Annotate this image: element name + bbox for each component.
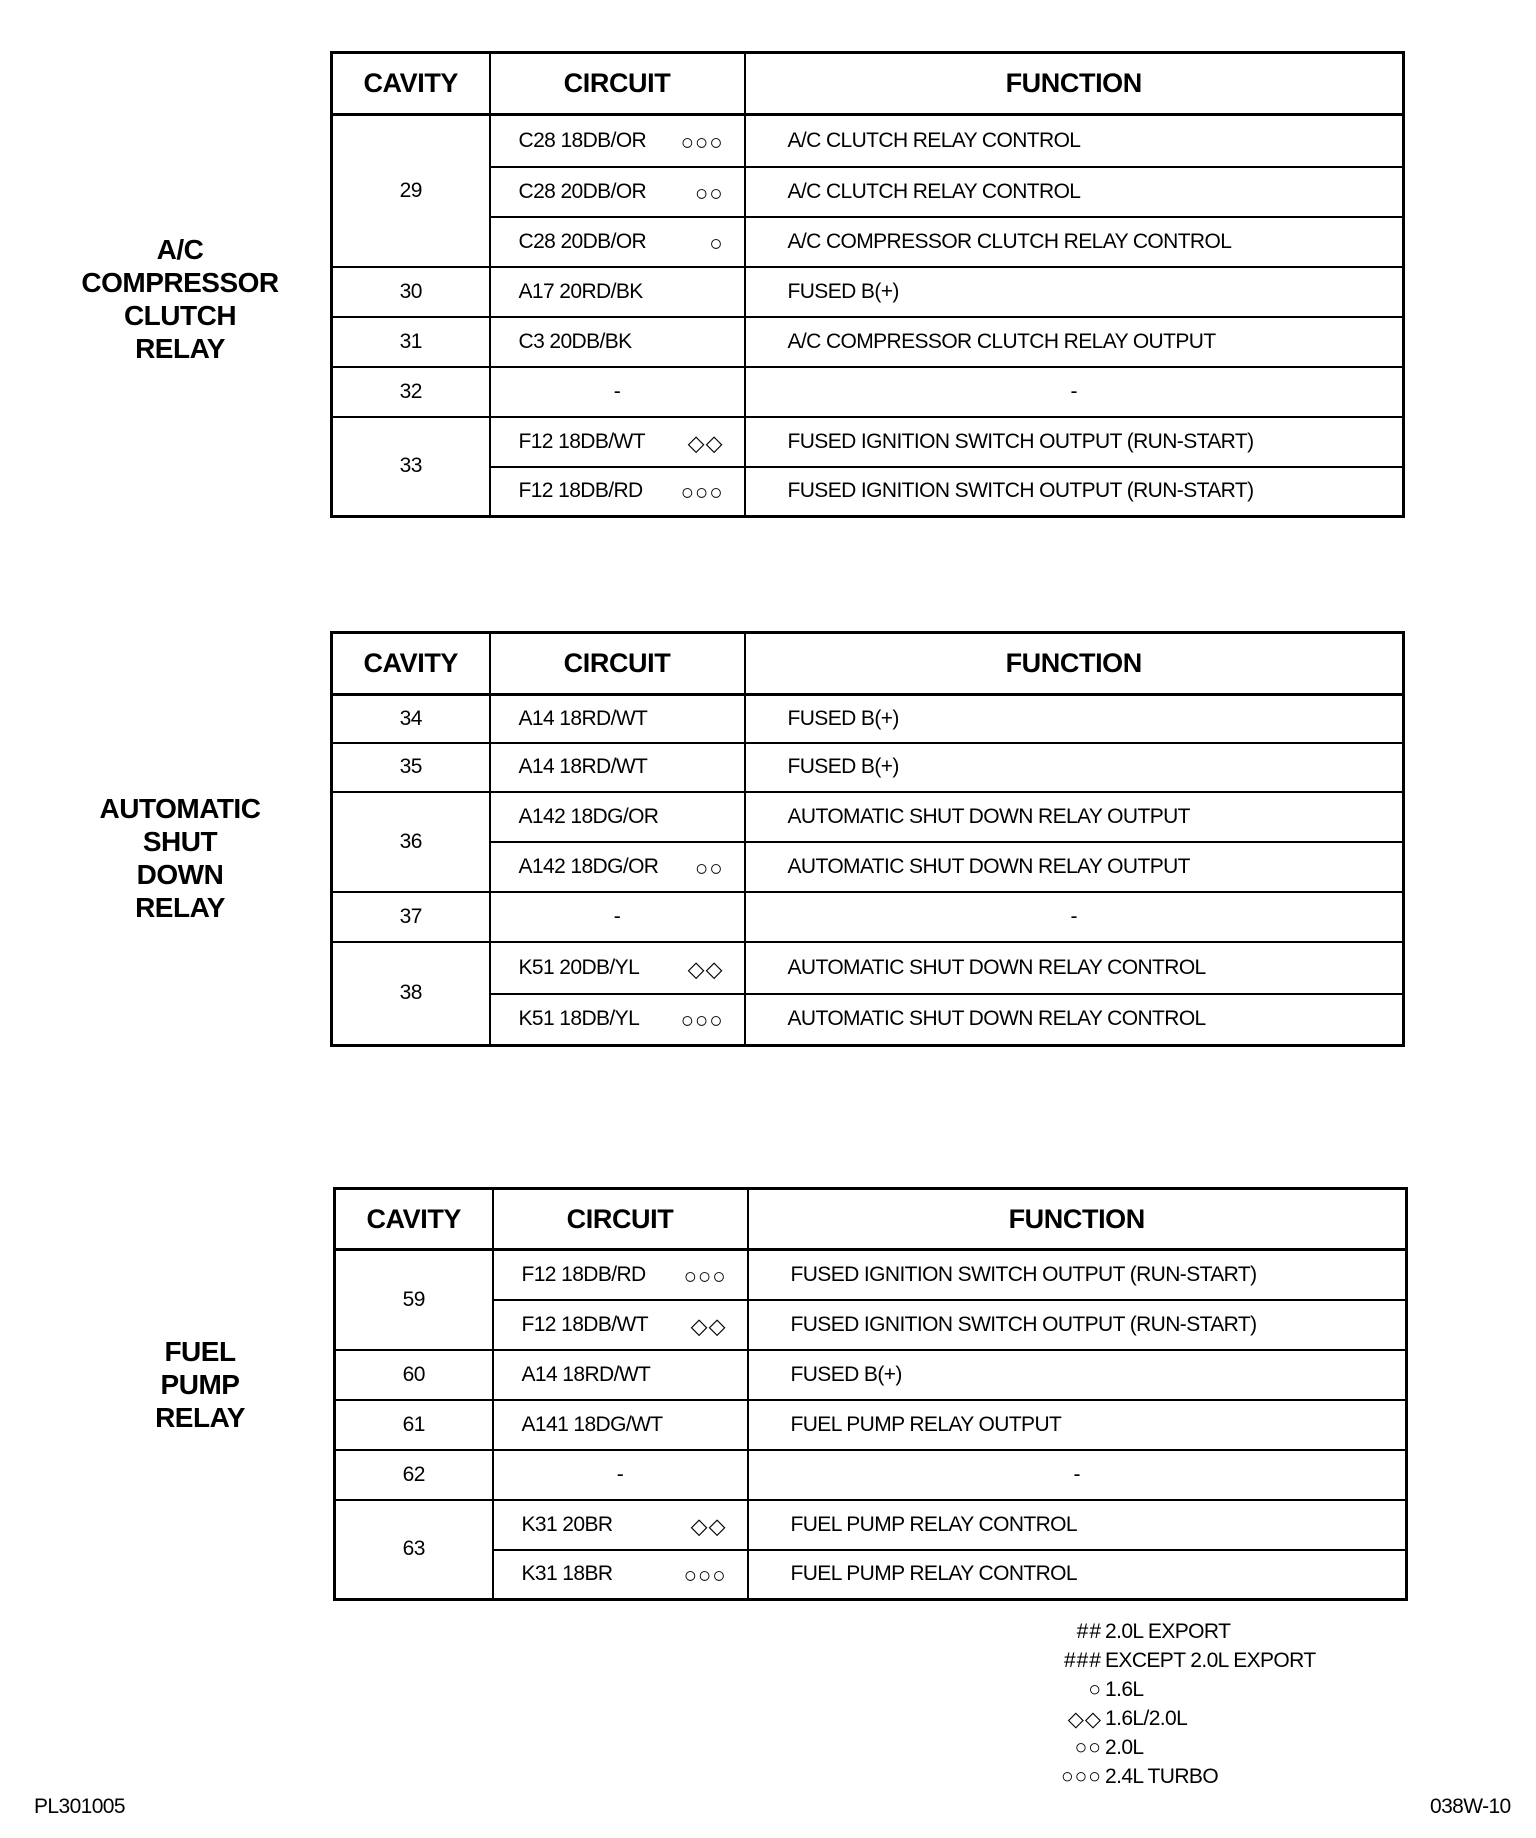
circuit-code: C28 20DB/OR bbox=[518, 179, 647, 203]
engine-marker: ◇◇ bbox=[690, 1312, 727, 1338]
function-cell: FUSED B(+) bbox=[748, 1350, 1407, 1400]
engine-marker: ◇◇ bbox=[690, 1512, 727, 1538]
circuit-code: K51 20DB/YL bbox=[518, 955, 640, 979]
circuit-code: C28 20DB/OR bbox=[518, 229, 647, 253]
function-cell: FUEL PUMP RELAY CONTROL bbox=[748, 1550, 1407, 1600]
relay-label-line: RELAY bbox=[135, 892, 225, 923]
circuit-code: F12 18DB/RD bbox=[521, 1262, 646, 1286]
engine-marker: ○○○ bbox=[683, 1562, 727, 1588]
legend-label: 2.4L TURBO bbox=[1105, 1765, 1219, 1788]
function-cell: A/C COMPRESSOR CLUTCH RELAY CONTROL bbox=[745, 217, 1404, 267]
function-cell: FUSED B(+) bbox=[745, 743, 1404, 792]
circuit-cell bbox=[490, 217, 745, 267]
engine-marker: ○○○ bbox=[683, 1263, 727, 1289]
circuit-code: A142 18DG/OR bbox=[518, 804, 659, 828]
circuit-code: A17 20RD/BK bbox=[518, 279, 643, 303]
circuit-cell bbox=[490, 167, 745, 217]
cavity-table-fuel-pump-relay bbox=[333, 1187, 1408, 1601]
header-cavity: CAVITY bbox=[335, 1189, 493, 1250]
circuit-cell bbox=[493, 1500, 748, 1550]
circuit-cell bbox=[490, 417, 745, 467]
circuit-cell bbox=[490, 792, 745, 842]
engine-marker: ○ bbox=[709, 229, 724, 255]
circuit-code: A14 18RD/WT bbox=[518, 755, 648, 778]
cavity-number: 35 bbox=[332, 743, 490, 792]
legend-label: 2.0L bbox=[1105, 1736, 1144, 1759]
function-cell: A/C CLUTCH RELAY CONTROL bbox=[745, 167, 1404, 217]
cavity-number: 61 bbox=[335, 1400, 493, 1450]
function-cell: FUSED B(+) bbox=[745, 695, 1404, 743]
circuit-cell bbox=[490, 842, 745, 892]
relay-label-line: COMPRESSOR bbox=[81, 267, 279, 298]
relay-label-line: AUTOMATIC bbox=[99, 793, 261, 824]
circuit-cell: - bbox=[490, 892, 745, 942]
circuit-cell bbox=[493, 1250, 748, 1300]
header-cavity: CAVITY bbox=[332, 53, 490, 115]
header-function: FUNCTION bbox=[745, 633, 1404, 695]
legend-symbol: ### bbox=[1063, 1649, 1102, 1672]
circuit-cell bbox=[493, 1300, 748, 1350]
cavity-number: 37 bbox=[332, 892, 490, 942]
function-cell: A/C CLUTCH RELAY CONTROL bbox=[745, 115, 1404, 167]
circuit-code: C3 20DB/BK bbox=[518, 329, 632, 353]
cavity-number: 31 bbox=[332, 317, 490, 367]
header-circuit: CIRCUIT bbox=[490, 633, 745, 695]
legend-label: 2.0L EXPORT bbox=[1105, 1620, 1231, 1643]
engine-marker: ○○ bbox=[694, 179, 724, 205]
function-cell: AUTOMATIC SHUT DOWN RELAY OUTPUT bbox=[745, 792, 1404, 842]
function-cell: - bbox=[748, 1450, 1407, 1500]
function-cell: FUSED IGNITION SWITCH OUTPUT (RUN-START) bbox=[748, 1250, 1407, 1300]
relay-label-ac-compressor-clutch bbox=[55, 233, 305, 365]
legend-symbol: ◇◇ bbox=[1067, 1708, 1102, 1731]
circuit-cell bbox=[490, 267, 745, 317]
cavity-number: 62 bbox=[335, 1450, 493, 1500]
function-cell: AUTOMATIC SHUT DOWN RELAY CONTROL bbox=[745, 942, 1404, 994]
header-cavity: CAVITY bbox=[332, 633, 490, 695]
circuit-cell bbox=[490, 942, 745, 994]
circuit-cell bbox=[490, 317, 745, 367]
figure-code-left: PL301005 bbox=[34, 1795, 125, 1818]
relay-label-automatic-shut-down bbox=[55, 792, 305, 924]
cavity-number: 34 bbox=[332, 695, 490, 743]
legend-label: 1.6L bbox=[1105, 1678, 1144, 1701]
circuit-code: K51 18DB/YL bbox=[518, 1007, 640, 1031]
cavity-number: 59 bbox=[335, 1250, 493, 1350]
circuit-cell bbox=[490, 743, 745, 792]
function-cell: FUSED IGNITION SWITCH OUTPUT (RUN-START) bbox=[745, 417, 1404, 467]
circuit-cell bbox=[493, 1400, 748, 1450]
function-cell: FUSED IGNITION SWITCH OUTPUT (RUN-START) bbox=[748, 1300, 1407, 1350]
function-cell: FUSED B(+) bbox=[745, 267, 1404, 317]
circuit-code: F12 18DB/RD bbox=[518, 479, 643, 503]
legend-label: EXCEPT 2.0L EXPORT bbox=[1105, 1649, 1316, 1672]
cavity-number: 29 bbox=[332, 115, 490, 267]
function-cell: AUTOMATIC SHUT DOWN RELAY CONTROL bbox=[745, 994, 1404, 1046]
relay-label-line: A/C bbox=[156, 234, 204, 265]
engine-marker: ◇◇ bbox=[687, 955, 724, 981]
relay-label-line: PUMP bbox=[160, 1369, 240, 1400]
header-circuit: CIRCUIT bbox=[490, 53, 745, 115]
cavity-number: 63 bbox=[335, 1500, 493, 1600]
circuit-code: F12 18DB/WT bbox=[521, 1312, 648, 1336]
function-cell: FUEL PUMP RELAY OUTPUT bbox=[748, 1400, 1407, 1450]
cavity-table-ac-compressor-clutch-relay bbox=[330, 51, 1405, 518]
legend-symbol: ○○ bbox=[1074, 1736, 1102, 1759]
cavity-number: 30 bbox=[332, 267, 490, 317]
cavity-table-automatic-shut-down-relay bbox=[330, 631, 1405, 1047]
relay-label-line: FUEL bbox=[164, 1336, 236, 1367]
circuit-cell bbox=[493, 1350, 748, 1400]
cavity-number: 36 bbox=[332, 792, 490, 892]
function-cell: FUSED IGNITION SWITCH OUTPUT (RUN-START) bbox=[745, 467, 1404, 517]
engine-marker: ○○○ bbox=[680, 479, 724, 505]
circuit-code: A14 18RD/WT bbox=[521, 1362, 651, 1386]
circuit-cell bbox=[490, 467, 745, 517]
legend-symbol: ## bbox=[1076, 1620, 1102, 1643]
header-function: FUNCTION bbox=[745, 53, 1404, 115]
function-cell: - bbox=[745, 892, 1404, 942]
circuit-cell bbox=[490, 994, 745, 1046]
engine-marker: ○○○ bbox=[680, 129, 724, 155]
circuit-cell: - bbox=[490, 367, 745, 417]
engine-marker: ○○○ bbox=[680, 1007, 724, 1033]
cavity-number: 38 bbox=[332, 942, 490, 1046]
circuit-code: K31 20BR bbox=[521, 1512, 613, 1536]
figure-code-right: 038W-10 bbox=[1430, 1795, 1511, 1818]
relay-label-fuel-pump bbox=[75, 1335, 325, 1434]
header-circuit: CIRCUIT bbox=[493, 1189, 748, 1250]
circuit-code: A14 18RD/WT bbox=[518, 706, 648, 730]
function-cell: A/C COMPRESSOR CLUTCH RELAY OUTPUT bbox=[745, 317, 1404, 367]
circuit-cell bbox=[490, 115, 745, 167]
relay-label-line: RELAY bbox=[135, 333, 225, 364]
circuit-cell bbox=[493, 1550, 748, 1600]
circuit-code: A142 18DG/OR bbox=[518, 854, 659, 878]
circuit-code: C28 18DB/OR bbox=[518, 128, 647, 152]
circuit-code: F12 18DB/WT bbox=[518, 429, 645, 453]
relay-label-line: RELAY bbox=[155, 1402, 245, 1433]
cavity-number: 32 bbox=[332, 367, 490, 417]
legend-symbol: ○○○ bbox=[1060, 1765, 1102, 1788]
relay-label-line: DOWN bbox=[136, 859, 224, 890]
relay-label-line: SHUT bbox=[142, 826, 218, 857]
circuit-cell bbox=[490, 695, 745, 743]
legend-symbol: ○ bbox=[1088, 1678, 1102, 1701]
circuit-code: A141 18DG/WT bbox=[521, 1412, 663, 1436]
circuit-cell: - bbox=[493, 1450, 748, 1500]
cavity-number: 33 bbox=[332, 417, 490, 517]
circuit-code: K31 18BR bbox=[521, 1562, 613, 1586]
header-function: FUNCTION bbox=[748, 1189, 1407, 1250]
function-cell: FUEL PUMP RELAY CONTROL bbox=[748, 1500, 1407, 1550]
engine-marker: ○○ bbox=[694, 854, 724, 880]
legend-label: 1.6L/2.0L bbox=[1105, 1707, 1188, 1730]
engine-marker: ◇◇ bbox=[687, 429, 724, 455]
function-cell: - bbox=[745, 367, 1404, 417]
function-cell: AUTOMATIC SHUT DOWN RELAY OUTPUT bbox=[745, 842, 1404, 892]
relay-label-line: CLUTCH bbox=[123, 300, 237, 331]
cavity-number: 60 bbox=[335, 1350, 493, 1400]
